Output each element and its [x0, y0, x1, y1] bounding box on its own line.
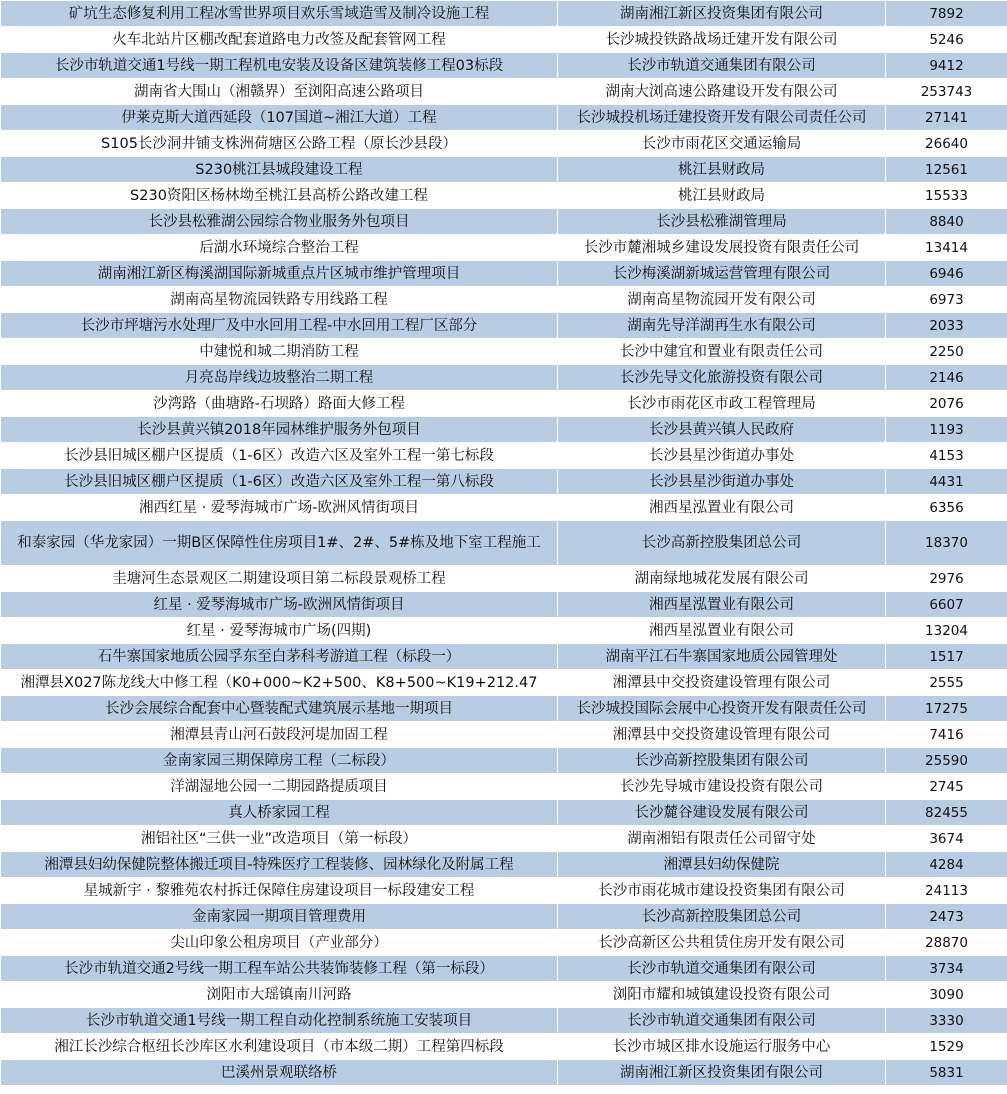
- owner-unit-cell: 长沙市轨道交通集团有限公司: [558, 956, 886, 982]
- table-row: [1, 930, 1007, 956]
- amount-cell: 2033: [886, 313, 1007, 339]
- table-row: [1, 696, 1007, 722]
- amount-cell: 25590: [886, 748, 1007, 774]
- owner-unit-cell: 湖南绿地城花发展有限公司: [558, 566, 886, 592]
- project-name-cell: 巴溪州景观联络桥: [1, 1060, 558, 1086]
- project-name-cell: S230资阳区杨林坳至桃江县高桥公路改建工程: [1, 183, 558, 209]
- owner-unit-cell: 长沙城投铁路战场迁建开发有限公司: [558, 27, 886, 53]
- amount-cell: 6356: [886, 495, 1007, 521]
- project-name-cell: 湘潭县妇幼保健院整体搬迁项目-特殊医疗工程装修、园林绿化及附属工程: [1, 852, 558, 878]
- project-table-body: [1, 1, 1007, 1086]
- table-row: [1, 469, 1007, 495]
- amount-cell: 2076: [886, 391, 1007, 417]
- amount-cell: 6607: [886, 592, 1007, 618]
- amount-cell: 7892: [886, 1, 1007, 27]
- table-row: [1, 53, 1007, 79]
- amount-cell: 4431: [886, 469, 1007, 495]
- project-name-cell: 湘潭县X027陈龙线大中修工程（K0+000~K2+500、K8+500~K19+212.47: [1, 670, 558, 696]
- amount-cell: 1529: [886, 1034, 1007, 1060]
- table-row: [1, 722, 1007, 748]
- owner-unit-cell: 湖南湘江新区投资集团有限公司: [558, 1, 886, 27]
- project-name-cell: 长沙会展综合配套中心暨装配式建筑展示基地一期项目: [1, 696, 558, 722]
- amount-cell: 4284: [886, 852, 1007, 878]
- amount-cell: 12561: [886, 157, 1007, 183]
- table-row: [1, 235, 1007, 261]
- project-name-cell: 湖南高星物流园铁路专用线路工程: [1, 287, 558, 313]
- owner-unit-cell: 长沙麓谷建设发展有限公司: [558, 800, 886, 826]
- project-name-cell: 湘西红星 · 爱琴海城市广场-欧洲风情街项目: [1, 495, 558, 521]
- amount-cell: 4153: [886, 443, 1007, 469]
- owner-unit-cell: 长沙市雨花城市建设投资集团有限公司: [558, 878, 886, 904]
- amount-cell: 253743: [886, 79, 1007, 105]
- project-name-cell: 和泰家园（华龙家园）一期B区保障性住房项目1#、2#、5#栋及地下室工程施工: [1, 521, 558, 566]
- amount-cell: 13204: [886, 618, 1007, 644]
- project-name-cell: 中建悦和城二期消防工程: [1, 339, 558, 365]
- amount-cell: 3734: [886, 956, 1007, 982]
- table-row: [1, 521, 1007, 566]
- table-row: [1, 566, 1007, 592]
- owner-unit-cell: 长沙高新控股集团总公司: [558, 904, 886, 930]
- owner-unit-cell: 长沙高新控股集团总公司: [558, 521, 886, 566]
- project-name-cell: 圭塘河生态景观区二期建设项目第二标段景观桥工程: [1, 566, 558, 592]
- project-name-cell: 长沙县黄兴镇2018年园林维护服务外包项目: [1, 417, 558, 443]
- amount-cell: 3330: [886, 1008, 1007, 1034]
- amount-cell: 17275: [886, 696, 1007, 722]
- table-row: [1, 1060, 1007, 1086]
- table-row: [1, 852, 1007, 878]
- table-row: [1, 982, 1007, 1008]
- table-row: [1, 774, 1007, 800]
- table-row: [1, 644, 1007, 670]
- project-name-cell: 浏阳市大瑶镇南川河路: [1, 982, 558, 1008]
- table-row: [1, 878, 1007, 904]
- owner-unit-cell: 湖南大浏高速公路建设开发有限公司: [558, 79, 886, 105]
- project-name-cell: 金南家园一期项目管理费用: [1, 904, 558, 930]
- owner-unit-cell: 湖南湘江新区投资集团有限公司: [558, 1060, 886, 1086]
- project-name-cell: S230桃江县城段建设工程: [1, 157, 558, 183]
- amount-cell: 2146: [886, 365, 1007, 391]
- table-row: [1, 391, 1007, 417]
- table-row: [1, 287, 1007, 313]
- amount-cell: 27141: [886, 105, 1007, 131]
- owner-unit-cell: 湘西星泓置业有限公司: [558, 618, 886, 644]
- table-row: [1, 826, 1007, 852]
- table-row: [1, 417, 1007, 443]
- amount-cell: 6946: [886, 261, 1007, 287]
- table-row: [1, 209, 1007, 235]
- amount-cell: 6973: [886, 287, 1007, 313]
- project-name-cell: 长沙市坪塘污水处理厂及中水回用工程-中水回用工程厂区部分: [1, 313, 558, 339]
- project-name-cell: 湖南省大围山（湘赣界）至浏阳高速公路项目: [1, 79, 558, 105]
- table-row: [1, 157, 1007, 183]
- owner-unit-cell: 长沙县松雅湖管理局: [558, 209, 886, 235]
- owner-unit-cell: 湖南湘铝有限责任公司留守处: [558, 826, 886, 852]
- table-row: [1, 27, 1007, 53]
- owner-unit-cell: 长沙县星沙街道办事处: [558, 469, 886, 495]
- table-row: [1, 800, 1007, 826]
- owner-unit-cell: 湘西星泓置业有限公司: [558, 592, 886, 618]
- owner-unit-cell: 长沙梅溪湖新城运营管理有限公司: [558, 261, 886, 287]
- owner-unit-cell: 湘潭县妇幼保健院: [558, 852, 886, 878]
- amount-cell: 2745: [886, 774, 1007, 800]
- table-row: [1, 105, 1007, 131]
- project-name-cell: 红星 · 爱琴海城市广场-欧洲风情街项目: [1, 592, 558, 618]
- owner-unit-cell: 浏阳市耀和城镇建设投资有限公司: [558, 982, 886, 1008]
- table-row: [1, 618, 1007, 644]
- table-row: [1, 1008, 1007, 1034]
- owner-unit-cell: 长沙市雨花区交通运输局: [558, 131, 886, 157]
- project-name-cell: 长沙县旧城区棚户区提质（1-6区）改造六区及室外工程一第八标段: [1, 469, 558, 495]
- amount-cell: 5831: [886, 1060, 1007, 1086]
- owner-unit-cell: 湖南高星物流园开发有限公司: [558, 287, 886, 313]
- owner-unit-cell: 长沙城投机场迁建投资开发有限公司责任公司: [558, 105, 886, 131]
- owner-unit-cell: 长沙中建宜和置业有限责任公司: [558, 339, 886, 365]
- project-name-cell: 长沙市轨道交通2号线一期工程车站公共装饰装修工程（第一标段）: [1, 956, 558, 982]
- table-row: [1, 1, 1007, 27]
- owner-unit-cell: 长沙市城区排水设施运行服务中心: [558, 1034, 886, 1060]
- table-row: [1, 443, 1007, 469]
- project-name-cell: 沙湾路（曲塘路-石坝路）路面大修工程: [1, 391, 558, 417]
- owner-unit-cell: 长沙县黄兴镇人民政府: [558, 417, 886, 443]
- project-name-cell: 金南家园三期保障房工程（二标段）: [1, 748, 558, 774]
- amount-cell: 2976: [886, 566, 1007, 592]
- project-name-cell: 红星 · 爱琴海城市广场(四期): [1, 618, 558, 644]
- project-name-cell: 湘潭县青山河石鼓段河堤加固工程: [1, 722, 558, 748]
- amount-cell: 2473: [886, 904, 1007, 930]
- project-name-cell: 长沙市轨道交通1号线一期工程机电安装及设备区建筑装修工程03标段: [1, 53, 558, 79]
- amount-cell: 7416: [886, 722, 1007, 748]
- owner-unit-cell: 桃江县财政局: [558, 183, 886, 209]
- project-name-cell: 尖山印象公租房项目（产业部分）: [1, 930, 558, 956]
- amount-cell: 28870: [886, 930, 1007, 956]
- project-name-cell: 星城新宇 · 黎雅苑农村拆迁保障住房建设项目一标段建安工程: [1, 878, 558, 904]
- owner-unit-cell: 长沙市轨道交通集团有限公司: [558, 1008, 886, 1034]
- table-row: [1, 1034, 1007, 1060]
- amount-cell: 15533: [886, 183, 1007, 209]
- table-row: [1, 261, 1007, 287]
- owner-unit-cell: 长沙高新控股集团有限公司: [558, 748, 886, 774]
- amount-cell: 2555: [886, 670, 1007, 696]
- project-name-cell: 湖南湘江新区梅溪湖国际新城重点片区城市维护管理项目: [1, 261, 558, 287]
- project-name-cell: 伊莱克斯大道西延段（107国道~湘江大道）工程: [1, 105, 558, 131]
- owner-unit-cell: 长沙高新区公共租赁住房开发有限公司: [558, 930, 886, 956]
- amount-cell: 3674: [886, 826, 1007, 852]
- project-name-cell: 湘铝社区“三供一业”改造项目（第一标段）: [1, 826, 558, 852]
- owner-unit-cell: 长沙城投国际会展中心投资开发有限责任公司: [558, 696, 886, 722]
- amount-cell: 26640: [886, 131, 1007, 157]
- project-name-cell: 长沙县松雅湖公园综合物业服务外包项目: [1, 209, 558, 235]
- project-name-cell: 后湖水环境综合整治工程: [1, 235, 558, 261]
- table-row: [1, 79, 1007, 105]
- owner-unit-cell: 桃江县财政局: [558, 157, 886, 183]
- project-name-cell: 长沙县旧城区棚户区提质（1-6区）改造六区及室外工程一第七标段: [1, 443, 558, 469]
- table-row: [1, 592, 1007, 618]
- table-row: [1, 339, 1007, 365]
- project-name-cell: 月亮岛岸线边坡整治二期工程: [1, 365, 558, 391]
- owner-unit-cell: 湖南先导洋湖再生水有限公司: [558, 313, 886, 339]
- amount-cell: 2250: [886, 339, 1007, 365]
- amount-cell: 82455: [886, 800, 1007, 826]
- amount-cell: 13414: [886, 235, 1007, 261]
- table-row: [1, 313, 1007, 339]
- amount-cell: 5246: [886, 27, 1007, 53]
- table-row: [1, 495, 1007, 521]
- amount-cell: 24113: [886, 878, 1007, 904]
- owner-unit-cell: 湘西星泓置业有限公司: [558, 495, 886, 521]
- project-name-cell: S105长沙洞井铺支株洲荷塘区公路工程（原长沙县段）: [1, 131, 558, 157]
- table-row: [1, 131, 1007, 157]
- project-name-cell: 湘江长沙综合枢纽长沙库区水利建设项目（市本级二期）工程第四标段: [1, 1034, 558, 1060]
- amount-cell: 8840: [886, 209, 1007, 235]
- table-row: [1, 670, 1007, 696]
- owner-unit-cell: 湘潭县中交投资建设管理有限公司: [558, 722, 886, 748]
- project-name-cell: 石牛寨国家地质公园孚东至白茅科考游道工程（标段一）: [1, 644, 558, 670]
- table-row: [1, 365, 1007, 391]
- table-row: [1, 748, 1007, 774]
- owner-unit-cell: 湘潭县中交投资建设管理有限公司: [558, 670, 886, 696]
- amount-cell: 9412: [886, 53, 1007, 79]
- project-name-cell: 真人桥家园工程: [1, 800, 558, 826]
- owner-unit-cell: 长沙县星沙街道办事处: [558, 443, 886, 469]
- project-name-cell: 矿坑生态修复利用工程冰雪世界项目欢乐雪域造雪及制冷设施工程: [1, 1, 558, 27]
- owner-unit-cell: 长沙先导文化旅游投资有限公司: [558, 365, 886, 391]
- owner-unit-cell: 长沙先导城市建设投资有限公司: [558, 774, 886, 800]
- project-name-cell: 火车北站片区棚改配套道路电力改签及配套管网工程: [1, 27, 558, 53]
- owner-unit-cell: 湖南平江石牛寨国家地质公园管理处: [558, 644, 886, 670]
- amount-cell: 1193: [886, 417, 1007, 443]
- owner-unit-cell: 长沙市麓湘城乡建设发展投资有限责任公司: [558, 235, 886, 261]
- owner-unit-cell: 长沙市轨道交通集团有限公司: [558, 53, 886, 79]
- table-row: [1, 956, 1007, 982]
- amount-cell: 18370: [886, 521, 1007, 566]
- table-row: [1, 183, 1007, 209]
- project-name-cell: 洋湖湿地公园一二期园路提质项目: [1, 774, 558, 800]
- table-row: [1, 904, 1007, 930]
- amount-cell: 1517: [886, 644, 1007, 670]
- project-name-cell: 长沙市轨道交通1号线一期工程自动化控制系统施工安装项目: [1, 1008, 558, 1034]
- owner-unit-cell: 长沙市雨花区市政工程管理局: [558, 391, 886, 417]
- amount-cell: 3090: [886, 982, 1007, 1008]
